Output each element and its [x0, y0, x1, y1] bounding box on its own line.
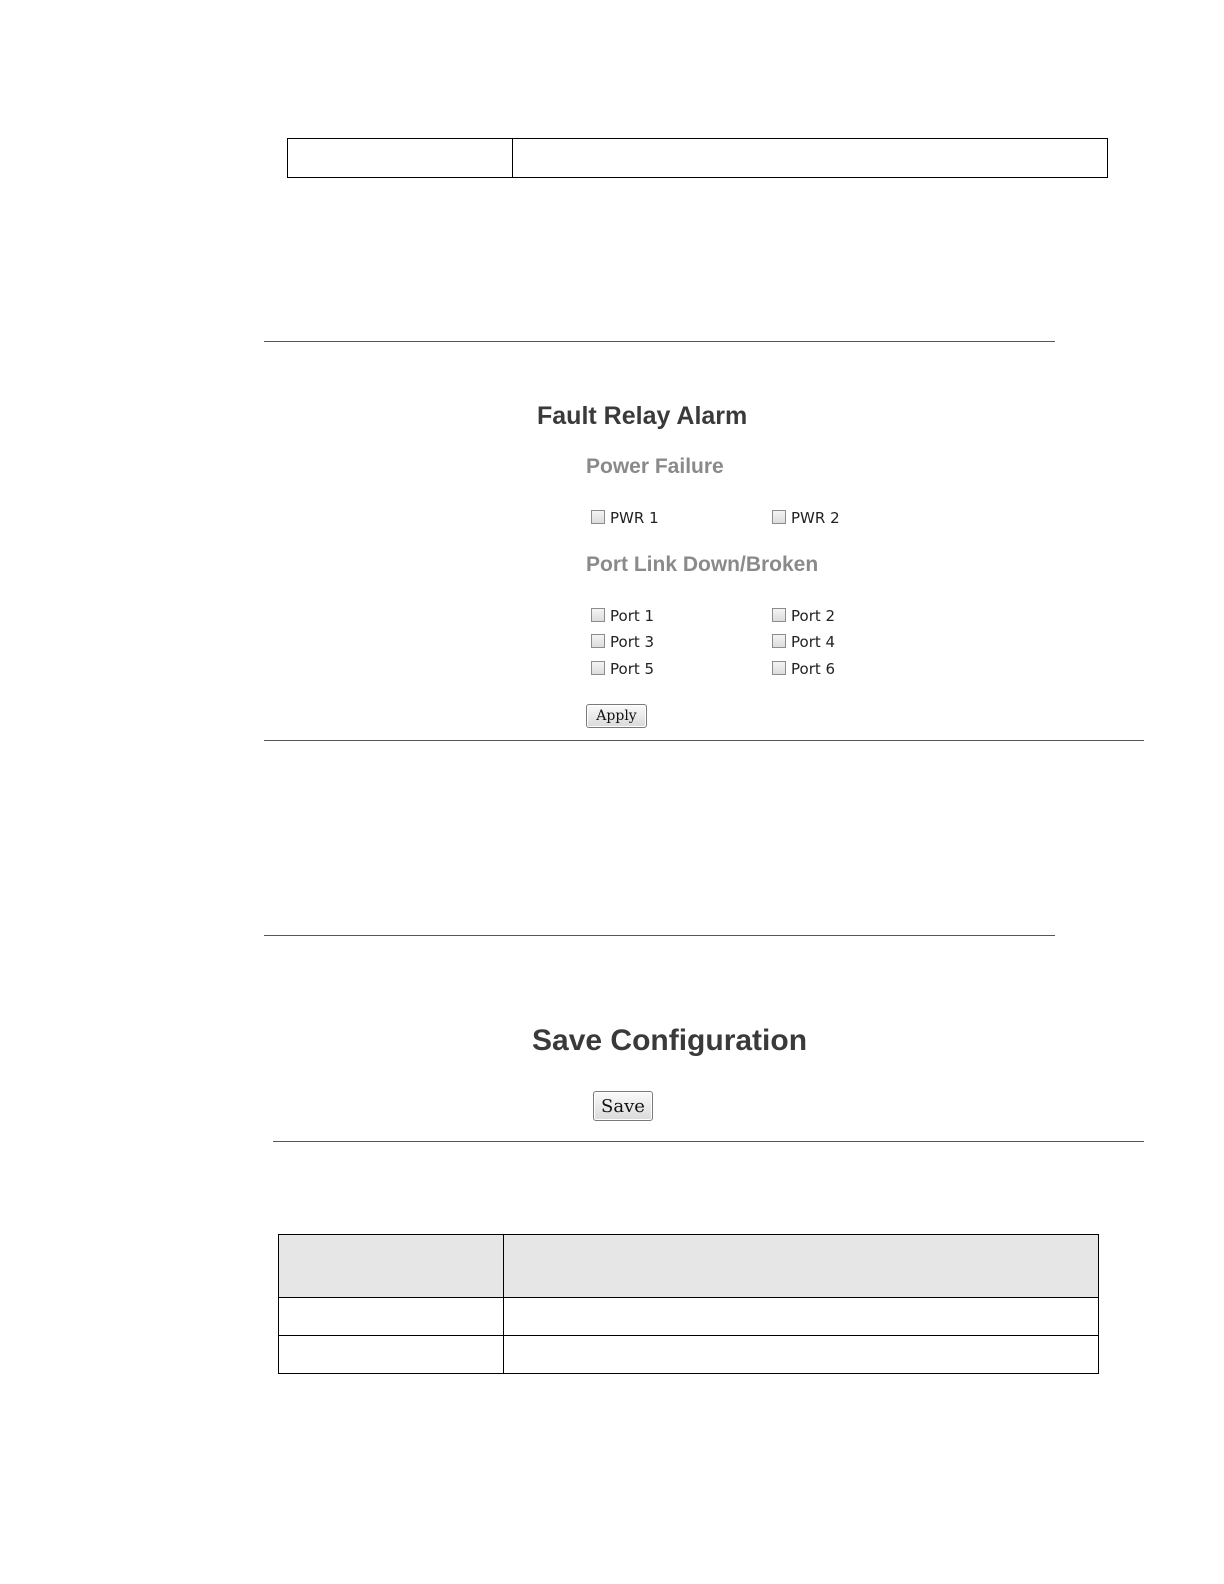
page-title: Fault Relay Alarm — [537, 402, 748, 430]
pwr1-label: PWR 1 — [610, 509, 659, 527]
bottom-table — [278, 1234, 1099, 1374]
table-row — [279, 1298, 1099, 1336]
table-row — [279, 1336, 1099, 1374]
save-button[interactable]: Save — [593, 1091, 653, 1121]
table-header-cell — [279, 1235, 504, 1298]
port1-label: Port 1 — [610, 607, 655, 625]
port4-label: Port 4 — [791, 633, 836, 651]
table-header-cell — [504, 1235, 1099, 1298]
port6-label: Port 6 — [791, 660, 836, 678]
divider — [264, 740, 1144, 741]
port2-label: Port 2 — [791, 607, 836, 625]
port1-checkbox[interactable] — [591, 608, 605, 622]
port6-checkbox-item[interactable] — [772, 660, 835, 678]
pwr2-checkbox-item[interactable] — [772, 509, 840, 527]
pwr2-label: PWR 2 — [791, 509, 840, 527]
table-cell — [504, 1336, 1099, 1374]
port-link-heading: Port Link Down/Broken — [586, 553, 819, 576]
table-cell — [279, 1298, 504, 1336]
port5-checkbox[interactable] — [591, 661, 605, 675]
port4-checkbox-item[interactable] — [772, 633, 835, 651]
power-failure-heading: Power Failure — [586, 455, 724, 478]
port3-label: Port 3 — [610, 633, 655, 651]
apply-button[interactable]: Apply — [586, 704, 647, 728]
port5-checkbox-item[interactable] — [591, 660, 654, 678]
save-config-title: Save Configuration — [532, 1024, 808, 1057]
port2-checkbox-item[interactable] — [772, 607, 835, 625]
divider — [264, 341, 1055, 342]
pwr1-checkbox-item[interactable] — [591, 509, 659, 527]
table-cell — [504, 1298, 1099, 1336]
port6-checkbox[interactable] — [772, 661, 786, 675]
port1-checkbox-item[interactable] — [591, 607, 654, 625]
pwr2-checkbox[interactable] — [772, 510, 786, 524]
table-cell — [513, 139, 1108, 178]
port3-checkbox[interactable] — [591, 634, 605, 648]
divider — [264, 935, 1055, 936]
port2-checkbox[interactable] — [772, 608, 786, 622]
divider — [273, 1141, 1144, 1142]
table-cell — [288, 139, 513, 178]
port5-label: Port 5 — [610, 660, 655, 678]
port4-checkbox[interactable] — [772, 634, 786, 648]
top-table — [287, 138, 1108, 178]
pwr1-checkbox[interactable] — [591, 510, 605, 524]
table-header-row — [279, 1235, 1099, 1298]
table-row — [288, 139, 1108, 178]
table-cell — [279, 1336, 504, 1374]
port3-checkbox-item[interactable] — [591, 633, 654, 651]
